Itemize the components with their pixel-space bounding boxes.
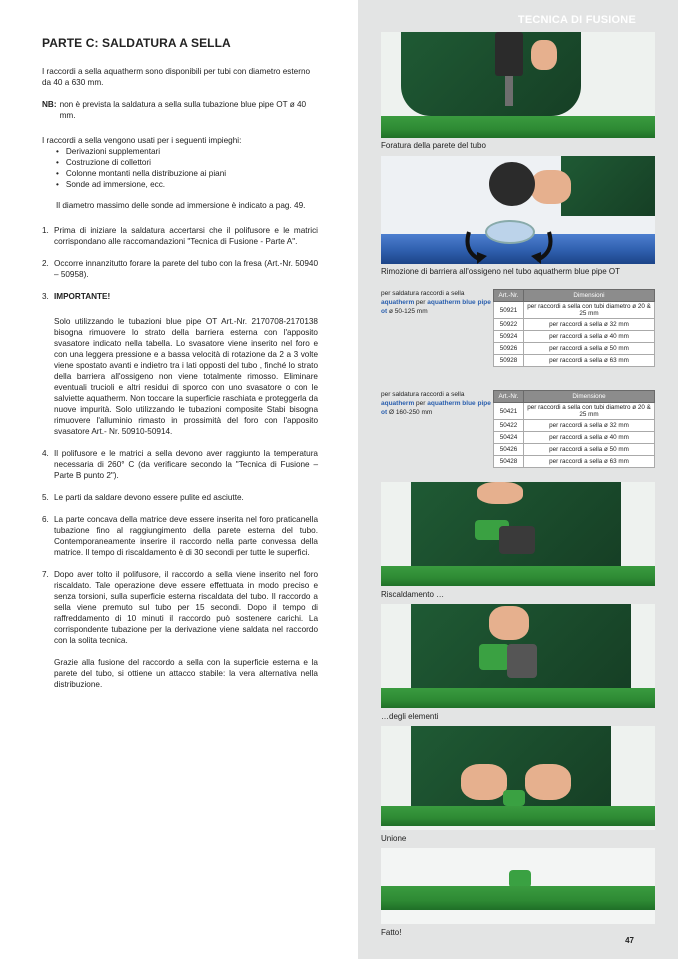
worker-jacket [561,156,655,216]
column-header: Art.-Nr. [494,290,524,302]
step-number: 4. [42,449,49,458]
cell-desc: per raccordi a sella ø 32 mm [524,420,655,432]
closing-paragraph: Grazie alla fusione del raccordo a sella con la superficie esterna e la parete del tubo, si ottiene un attacco stabile: la vera alternativa nella distribuzione. [54,658,318,689]
cell-code: 50426 [494,444,524,456]
section-tag: TECNICA DI FUSIONE [517,14,636,26]
caption-photo5: Unione [381,834,407,843]
step-text: Le parti da saldare devono essere pulite ed asciutte. [54,493,244,502]
step-number: 7. [42,570,49,579]
caption-photo4: …degli elementi [381,712,439,721]
hand-icon [489,606,529,640]
cell-desc: per raccordi a sella ø 50 mm [524,444,655,456]
step-number: 2. [42,259,49,268]
spec-table-2 [381,390,655,482]
uses-intro: I raccordi a sella vengono usati per i seguenti impieghi: [42,136,242,145]
hand-icon [461,764,507,800]
step-7 [42,569,318,646]
column-header: Dimensioni [524,290,655,302]
table-row [494,319,655,331]
list-item: • Derivazioni supplementari [56,146,318,157]
table-row [494,302,655,319]
label-text: Ø 160-250 mm [388,409,433,416]
page-number: 47 [625,936,634,945]
table-header-row [494,290,655,302]
heating-tool-icon [499,526,535,554]
step-number: 1. [42,226,49,235]
list-item: • Colonne montanti nella distribuzione ai piani [56,168,318,179]
hand-icon [525,764,571,800]
photo-done [381,848,655,924]
table-row [494,403,655,420]
caption-photo1: Foratura della parete del tubo [381,141,486,150]
step-text: Dopo aver tolto il polifusore, il raccordo a sella viene inserito nel foro riscaldato. Tale operazione deve essere effettuata in modo preciso e senza torsioni, sulla superficie esterna riscaldata del tubo. Il raccordo a sella viene premuto sul tubo per 15 secondi. Dopo il tempo di raffreddamento di 10 minuti il raccordo può sostenere carichi. La corrispondente tubazione per la derivazione viene saldata nel raccordo con la solita tecnica. [54,570,318,645]
hand-icon [477,482,523,504]
caption-photo3: Riscaldamento … [381,590,445,599]
step-text: Il polifusore e le matrici a sella devono aver raggiunto la temperatura necessaria di 260° C (da verificare secondo la "Tecnica di Fusione – Parte B punto 2"). [54,449,318,480]
photo-deburring [381,156,655,264]
step-4 [42,448,318,481]
step-3-body: Solo utilizzando le tubazioni blue pipe OT Art.-Nr. 2170708-2170138 bisogna rimuovere lo strato della barriera esterna con l'apposito svasatore indicato nella tabella. Lo svasatore viene inserito nel foro e con una leggera pressione e a bassa velocità di rotazione da 2 a 3 volte viene spostato avanti e indietro tra i lati opposti del tubo , finché lo strato della barriera all'ossigeno non viene totalmente rimosso. Eliminare eventuali trucioli e altri residui di sporco con uno svasatore o con le salviette aquatherm. Non toccare la superficie raschiata e proteggerla da nuove impurità. Solo utilizzando le tubazioni composite Stabi bisogna rimuovere l'alluminio rimasto in prossimità del foro con l'apposito svasatore Art.- Nr. 50910-50914. [54,317,318,436]
step-number: 3. [42,292,49,301]
heating-tool-icon [507,644,537,678]
cell-desc: per raccordi a sella ø 40 mm [524,432,655,444]
table-row [494,456,655,468]
note-text: non è prevista la saldatura a sella sulla tubazione blue pipe OT ø 40 mm. [59,100,307,120]
page-title: PARTE C: SALDATURA A SELLA [42,36,231,50]
column-header: Art.-Nr. [494,391,524,403]
label-text: per [416,299,426,306]
rotation-arrows-icon [459,226,559,264]
deburring-tool-icon [489,162,535,206]
label-text: per saldatura raccordi a sella [381,290,465,297]
table-row [494,432,655,444]
cell-code: 50422 [494,420,524,432]
label-text: per [416,400,426,407]
cell-code: 50921 [494,302,524,319]
data-table [493,390,655,468]
cell-code: 50926 [494,343,524,355]
pipe-icon [381,806,655,826]
cell-code: 50421 [494,403,524,420]
table-row [494,343,655,355]
label-text: ø 50-125 mm [388,308,428,315]
cell-code: 50424 [494,432,524,444]
table-row [494,355,655,367]
brand-text: aquatherm blue pipe ot [381,400,491,416]
cell-code: 50922 [494,319,524,331]
saddle-fitting-icon [503,790,525,806]
photo-heating [381,482,655,586]
cell-desc: per raccordi a sella con tubi diametro ø 20 & 25 mm [524,302,655,319]
drill-icon [495,32,523,76]
brand-text: aquatherm blue pipe ot [381,299,491,315]
caption-photo6: Fatto! [381,928,402,937]
spec-table-1 [381,289,655,381]
drill-bit-icon [505,76,513,106]
table-header-row [494,391,655,403]
step-2 [42,258,318,280]
brand-text: aquatherm [381,400,415,407]
table-row [494,420,655,432]
note-label: NB: [42,100,57,109]
photo-drilling [381,32,655,138]
cell-code: 50928 [494,355,524,367]
step-number: 6. [42,515,49,524]
table-label [381,289,491,316]
cell-desc: per raccordi a sella ø 63 mm [524,456,655,468]
step-text: Prima di iniziare la saldatura accertarsi che il polifusore e le matrici corrispondano alle raccomandazioni "Tecnica di Fusione - Parte A". [54,226,318,246]
table-row [494,331,655,343]
cell-code: 50924 [494,331,524,343]
column-header: Dimensione [524,391,655,403]
note-paragraph [42,99,318,121]
hand-icon [531,40,557,70]
table-row [494,444,655,456]
step-text: Occorre innanzitutto forare la parete del tubo con la fresa (Art.-Nr. 50940 – 50958). [54,259,318,279]
intro-paragraph: I raccordi a sella aquatherm sono disponibili per tubi con diametro esterno da 40 a 630 mm. [42,67,311,87]
brand-text: aquatherm [381,299,415,306]
data-table [493,289,655,367]
pipe-icon [381,116,655,138]
cell-desc: per raccordi a sella ø 32 mm [524,319,655,331]
table-label [381,390,491,417]
hand-icon [531,170,571,204]
pipe-icon [381,688,655,708]
cell-desc: per raccordi a sella ø 50 mm [524,343,655,355]
max-diameter-note: Il diametro massimo delle sonde ad immersione è indicato a pag. 49. [56,201,306,210]
step-6 [42,514,318,558]
step-heading: IMPORTANTE! [54,292,111,301]
cell-desc: per raccordi a sella ø 63 mm [524,355,655,367]
step-number: 5. [42,493,49,502]
step-1 [42,225,318,247]
step-text: La parte concava della matrice deve essere inserita nel foro praticanella tubazione fino al raggiungimento della parete esterna del tubo. Contemporaneamente inserire il raccordo nella parte convessa della matrice. Il tempo di riscaldamento è di 30 secondi per tutte le superfici. [54,515,318,557]
step-3 [42,291,318,302]
uses-list [56,146,318,190]
cell-desc: per raccordi a sella ø 40 mm [524,331,655,343]
article-body [42,38,318,701]
photo-joining [381,726,655,830]
list-item: • Sonde ad immersione, ecc. [56,179,318,190]
cell-code: 50428 [494,456,524,468]
cell-desc: per raccordi a sella con tubi diametro ø 20 & 25 mm [524,403,655,420]
caption-photo2: Rimozione di barriera all'ossigeno nel tubo aquatherm blue pipe OT [381,267,620,276]
step-5 [42,492,318,503]
pipe-icon [381,886,655,910]
heater-handle-icon [479,644,509,670]
list-item: • Costruzione di collettori [56,157,318,168]
pipe-icon [381,566,655,586]
label-text: per saldatura raccordi a sella [381,391,465,398]
photo-elements [381,604,655,708]
